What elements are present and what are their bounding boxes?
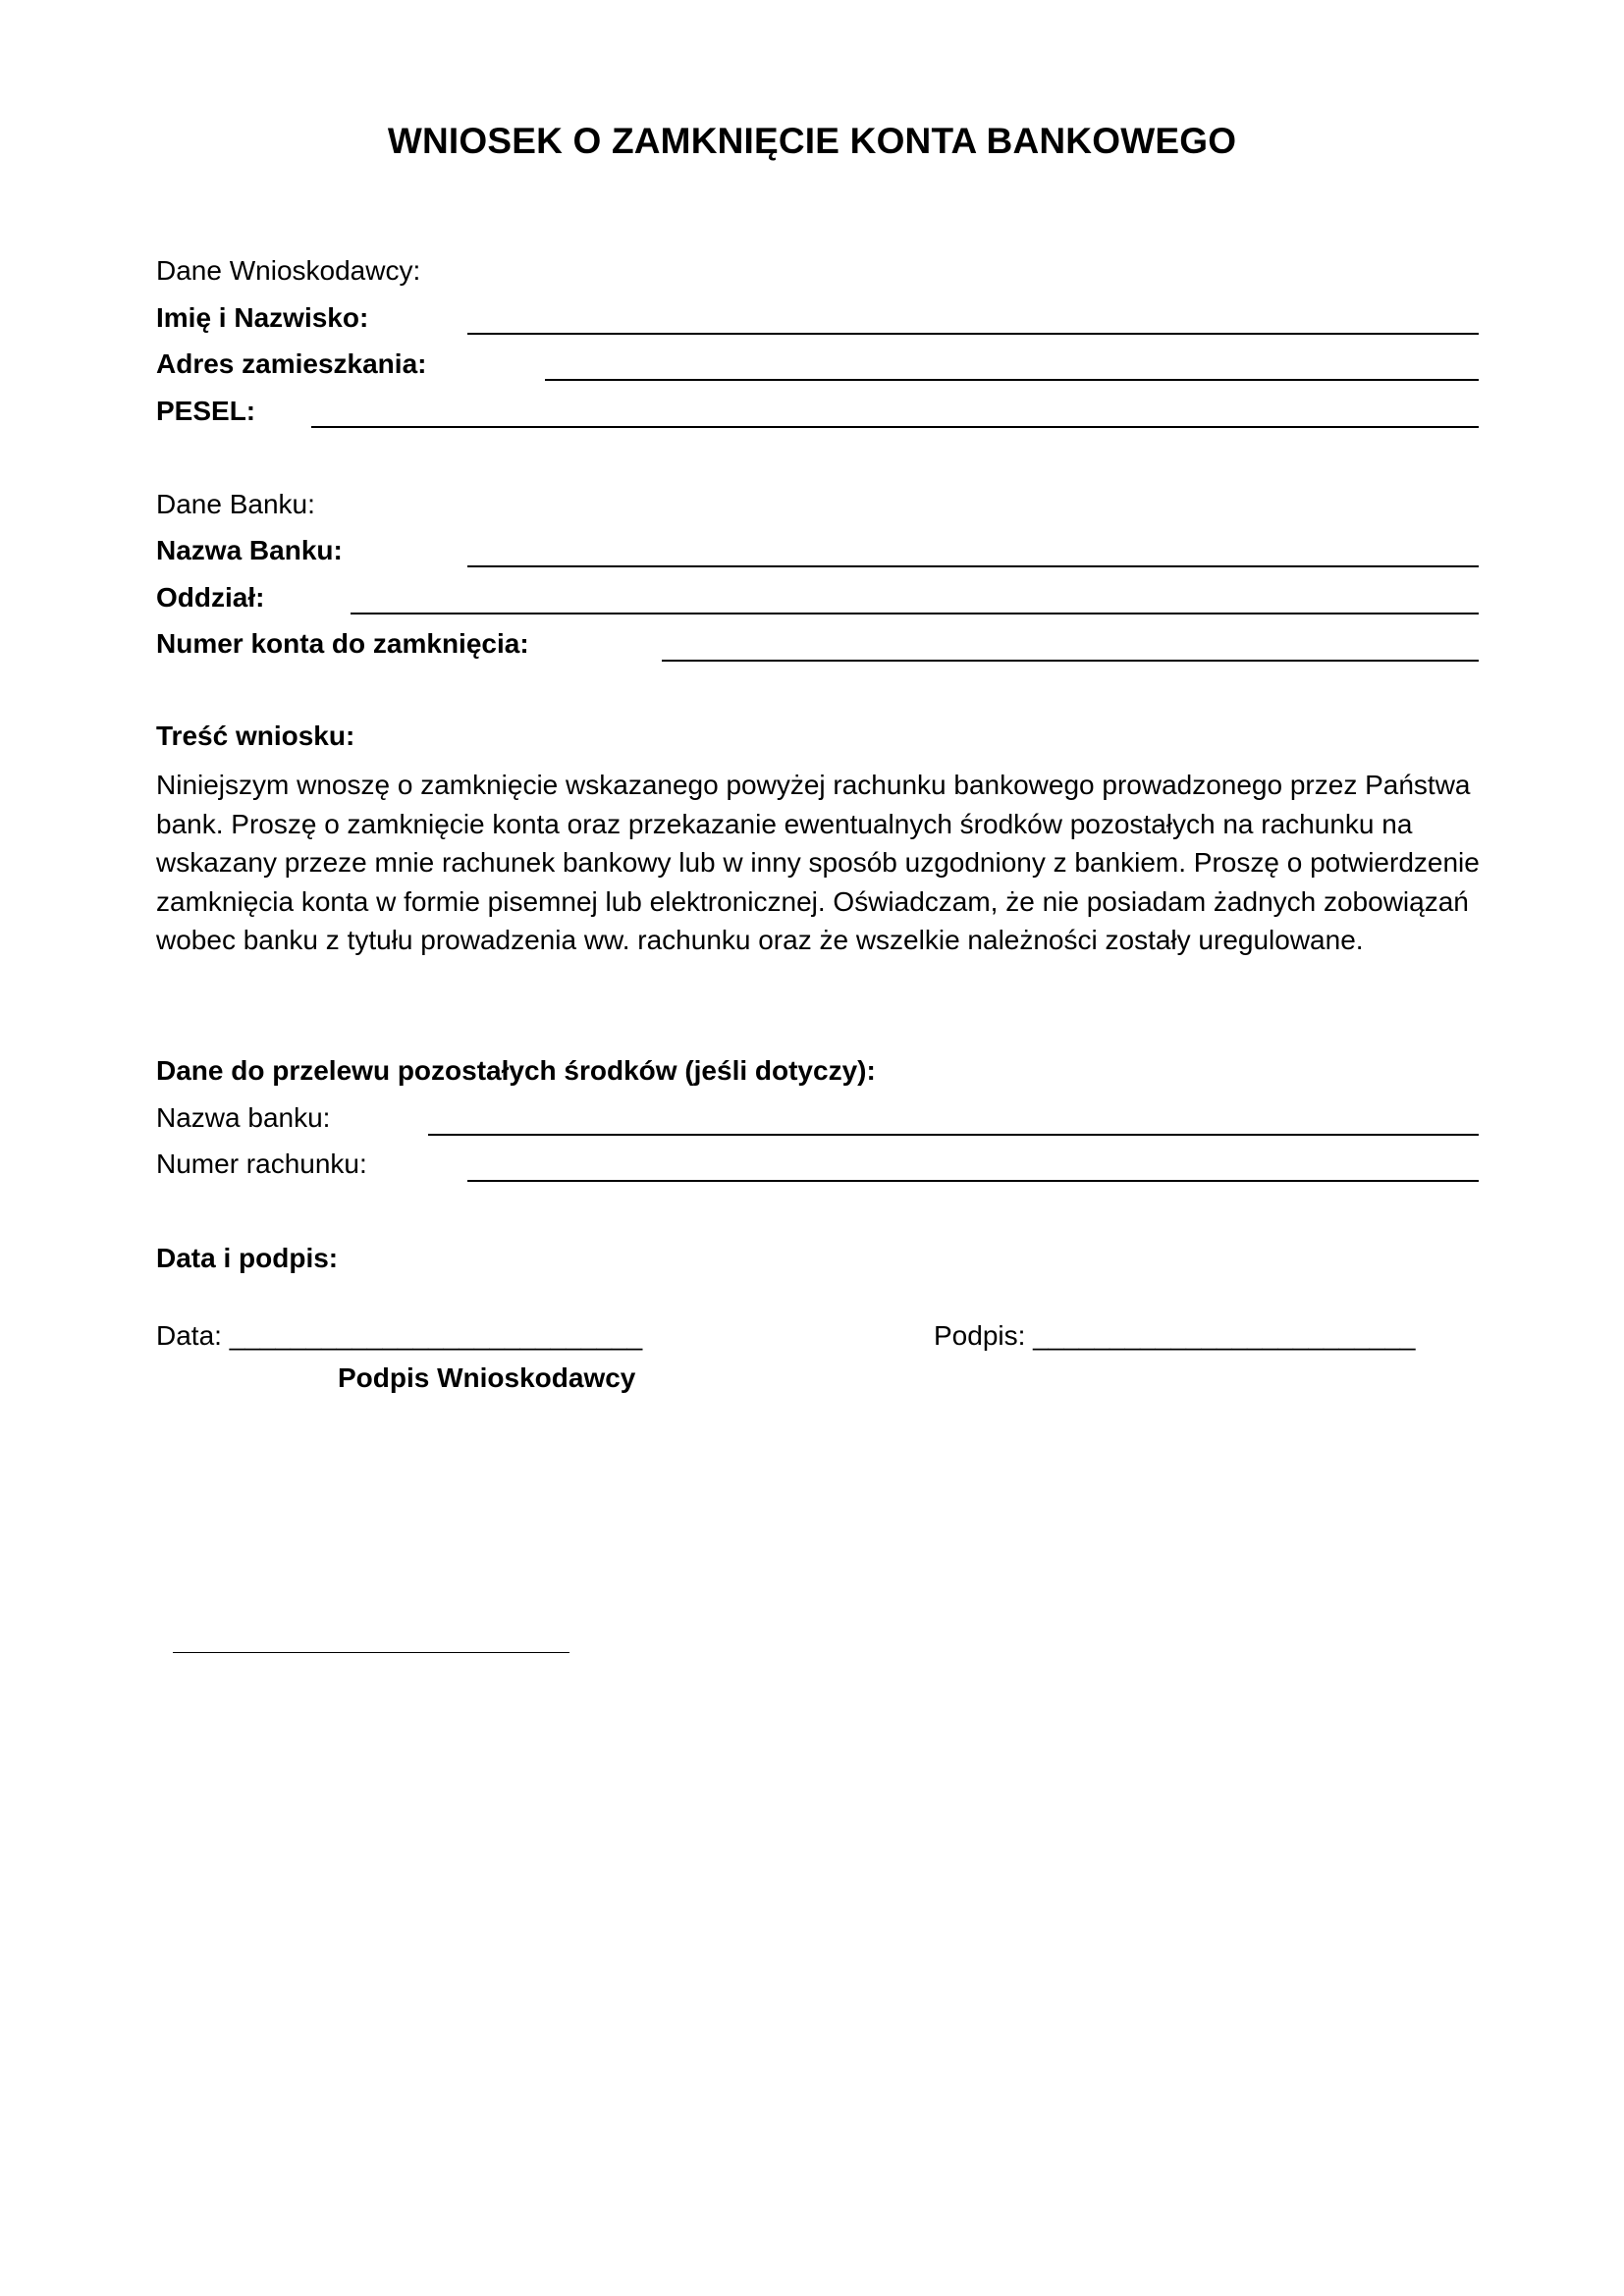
- bank-name-field[interactable]: [467, 565, 1479, 567]
- applicant-address-label: Adres zamieszkania:: [156, 348, 427, 379]
- pesel-label: PESEL:: [156, 396, 256, 426]
- request-line: wobec banku z tytułu prowadzenia ww. rachunku oraz że wszelkie należności zostały uregulowane.: [156, 925, 1364, 955]
- request-body: [156, 766, 1531, 960]
- transfer-bank-name-field[interactable]: [428, 1134, 1479, 1136]
- applicant-address-field[interactable]: [545, 379, 1479, 381]
- branch-label: Oddział:: [156, 582, 265, 613]
- signature-caption: Podpis Wnioskodawcy: [338, 1362, 636, 1393]
- applicant-name-label: Imię i Nazwisko:: [156, 302, 369, 333]
- request-line: Niniejszym wnoszę o zamknięcie wskazanego powyżej rachunku bankowego prowadzonego przez Państwa: [156, 770, 1471, 800]
- date-field[interactable]: Data: ___________________________: [156, 1320, 643, 1351]
- applicant-section-label: Dane Wnioskodawcy:: [156, 255, 421, 286]
- signature-field[interactable]: Podpis: _________________________: [934, 1320, 1416, 1351]
- request-heading: Treść wniosku:: [156, 721, 355, 751]
- transfer-account-number-label: Numer rachunku:: [156, 1148, 367, 1179]
- bank-section-label: Dane Banku:: [156, 489, 315, 519]
- signature-line[interactable]: [173, 1652, 569, 1653]
- branch-field[interactable]: [351, 613, 1479, 614]
- pesel-field[interactable]: [311, 426, 1479, 428]
- account-to-close-field[interactable]: [662, 660, 1479, 662]
- request-line: zamknięcia konta w formie pisemnej lub elektronicznej. Oświadczam, że nie posiadam żadnych zobowiązań: [156, 885, 1469, 917]
- bank-name-label: Nazwa Banku:: [156, 535, 343, 565]
- transfer-bank-name-label: Nazwa banku:: [156, 1102, 331, 1133]
- request-line: wskazany przeze mnie rachunek bankowy lub w inny sposób uzgodniony z bankiem. Proszę o potwierdzenie: [156, 847, 1480, 878]
- applicant-name-field[interactable]: [467, 333, 1479, 335]
- signature-heading: Data i podpis:: [156, 1243, 339, 1273]
- request-line: bank. Proszę o zamknięcie konta oraz przekazanie ewentualnych środków pozostałych na rachunku na: [156, 808, 1413, 839]
- account-to-close-label: Numer konta do zamknięcia:: [156, 628, 529, 659]
- transfer-heading: Dane do przelewu pozostałych środków (jeśli dotyczy):: [156, 1055, 876, 1086]
- document-title: WNIOSEK O ZAMKNIĘCIE KONTA BANKOWEGO: [387, 121, 1237, 161]
- transfer-account-number-field[interactable]: [467, 1180, 1479, 1182]
